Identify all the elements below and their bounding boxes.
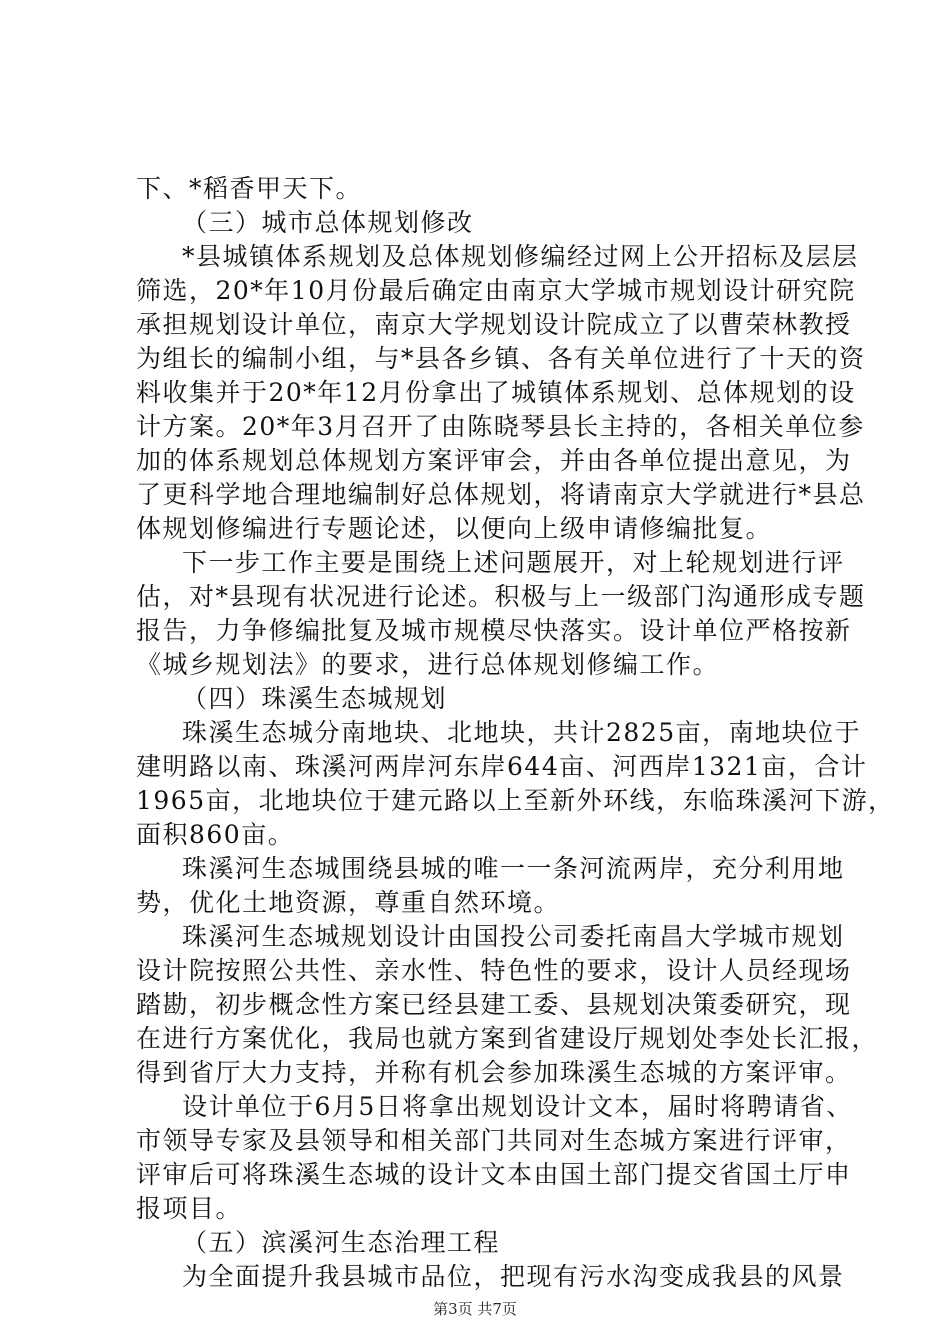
- text-line: 面积860亩。: [136, 820, 295, 849]
- text-line: 计方案。20*年3月召开了由陈晓琴县长主持的，各相关单位参: [136, 412, 865, 441]
- text-line: 市领导专家及县领导和相关部门共同对生态城方案进行评审，: [136, 1126, 852, 1155]
- text-line: *县城镇体系规划及总体规划修编经过网上公开招标及层层: [182, 242, 859, 271]
- text-line: 为全面提升我县城市品位，把现有污水沟变成我县的风景: [182, 1262, 845, 1291]
- text-line: 建明路以南、珠溪河两岸河东岸644亩、河西岸1321亩，合计: [136, 752, 868, 781]
- section-heading: （五）滨溪河生态治理工程: [182, 1228, 501, 1257]
- text-line: 势，优化土地资源，尊重自然环境。: [136, 888, 561, 917]
- text-line: 《城乡规划法》的要求，进行总体规划修编工作。: [136, 650, 720, 679]
- text-line: 体规划修编进行专题论述，以便向上级申请修编批复。: [136, 514, 773, 543]
- text-line: 报项目。: [136, 1194, 243, 1223]
- text-line: 得到省厅大力支持，并称有机会参加珠溪生态城的方案评审。: [136, 1058, 852, 1087]
- text-line: 报告，力争修编批复及城市规模尽快落实。设计单位严格按新: [136, 616, 852, 645]
- text-line: 设计单位于6月5日将拿出规划设计文本，届时将聘请省、: [182, 1092, 853, 1121]
- text-line: 1965亩，北地块位于建元路以上至新外环线，东临珠溪河下游，: [136, 786, 895, 815]
- text-line: 踏勘，初步概念性方案已经县建工委、县规划决策委研究，现: [136, 990, 852, 1019]
- text-line: 评审后可将珠溪生态城的设计文本由国土部门提交省国土厅申: [136, 1160, 852, 1189]
- text-line: 筛选，20*年10月份最后确定由南京大学城市规划设计研究院: [136, 276, 856, 305]
- text-line: 料收集并于20*年12月份拿出了城镇体系规划、总体规划的设: [136, 378, 856, 407]
- text-line: 珠溪生态城分南地块、北地块，共计2825亩，南地块位于: [182, 718, 862, 747]
- text-line: 珠溪河生态城围绕县城的唯一一条河流两岸，充分利用地: [182, 854, 845, 883]
- text-line: 设计院按照公共性、亲水性、特色性的要求，设计人员经现场: [136, 956, 852, 985]
- text-line: 承担规划设计单位，南京大学规划设计院成立了以曹荣林教授: [136, 310, 852, 339]
- text-line: 在进行方案优化，我局也就方案到省建设厅规划处李处长汇报，: [136, 1024, 879, 1053]
- text-line: 珠溪河生态城规划设计由国投公司委托南昌大学城市规划: [182, 922, 845, 951]
- section-heading: （四）珠溪生态城规划: [182, 684, 448, 713]
- text-line: 估，对*县现有状况进行论述。积极与上一级部门沟通形成专题: [136, 582, 866, 611]
- page-footer: 第3页 共7页: [433, 1300, 517, 1318]
- text-line: 下一步工作主要是围绕上述问题展开，对上轮规划进行评: [182, 548, 845, 577]
- text-line: 加的体系规划总体规划方案评审会，并由各单位提出意见，为: [136, 446, 852, 475]
- text-line: 了更科学地合理地编制好总体规划，将请南京大学就进行*县总: [136, 480, 866, 509]
- text-line: 下、*稻香甲天下。: [136, 174, 363, 203]
- section-heading: （三）城市总体规划修改: [182, 208, 474, 237]
- text-line: 为组长的编制小组，与*县各乡镇、各有关单位进行了十天的资: [136, 344, 866, 373]
